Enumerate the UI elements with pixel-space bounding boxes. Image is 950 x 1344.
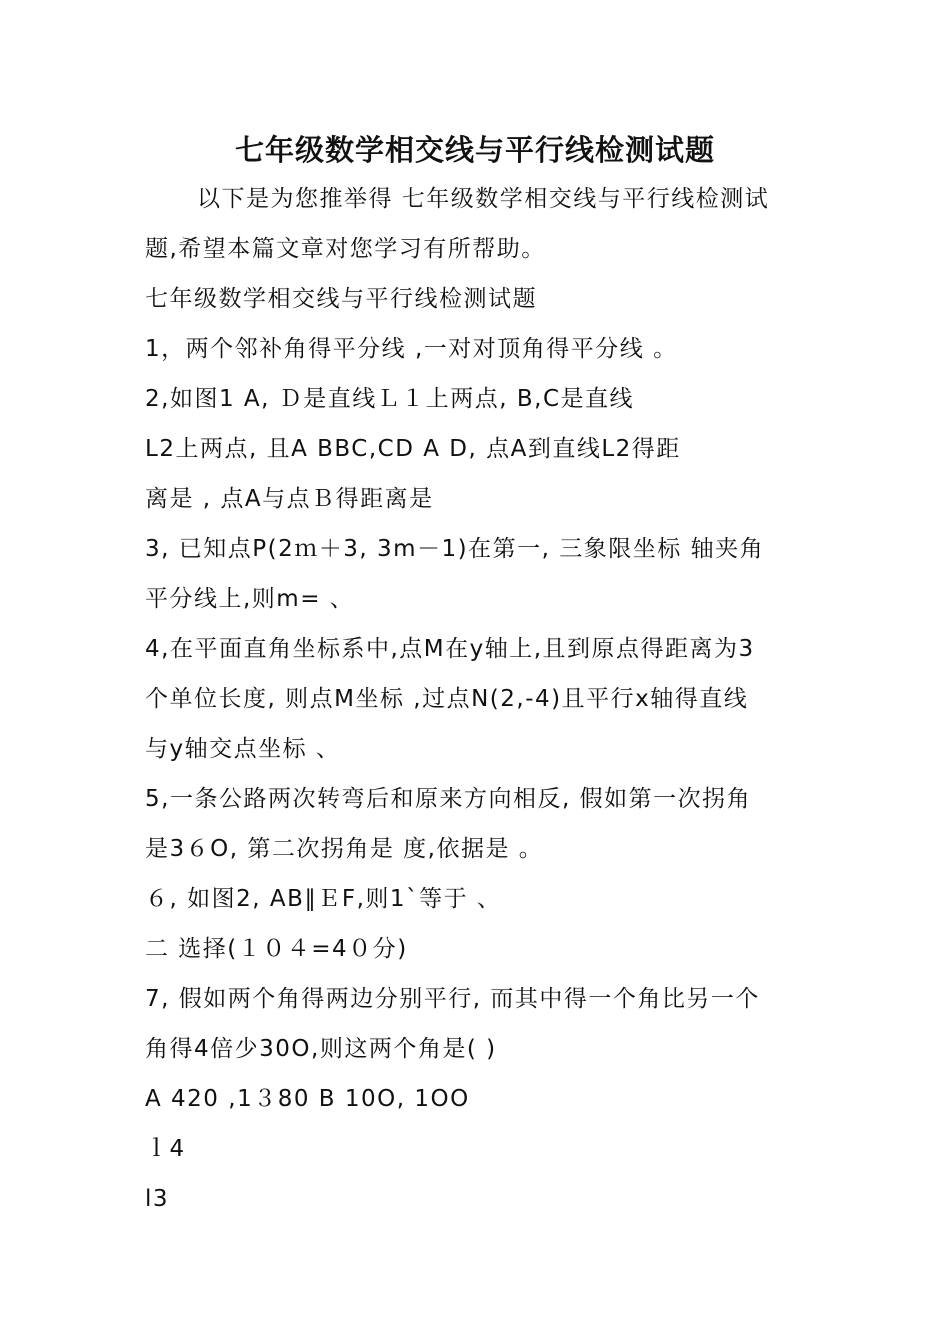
question-5-line-2: 是3６O, 第二次拐角是 度,依据是 。 — [145, 836, 544, 862]
figure-label-l4: ｌ4 — [145, 1136, 186, 1162]
intro-line-1: 以下是为您推举得 七年级数学相交线与平行线检测试 — [197, 186, 770, 212]
question-3-line-1: 3, 已知点P(2ｍ＋3, 3m－1)在第一, 三象限坐标 轴夹角 — [145, 536, 765, 562]
question-2-line-3: 离是 , 点A与点Ｂ得距离是 — [145, 486, 434, 512]
section-choice-heading: 二 选择(１０４=4０分) — [145, 936, 408, 962]
question-5-line-1: 5,一条公路两次转弯后和原来方向相反, 假如第一次拐角 — [145, 786, 752, 812]
figure-label-l3: l3 — [145, 1186, 170, 1212]
section-heading: 七年级数学相交线与平行线检测试题 — [145, 286, 537, 312]
question-4-line-1: 4,在平面直角坐标系中,点M在y轴上,且到原点得距离为3 — [145, 636, 755, 662]
question-2-line-1: 2,如图1 A, Ｄ是直线Ｌ１上两点, B,C是直线 — [145, 386, 635, 412]
question-7-option-a: A 420 ,1３80 B 10O, 1OO — [145, 1086, 470, 1112]
intro-line-2: 题,希望本篇文章对您学习有所帮助。 — [145, 236, 546, 262]
question-7-line-2: 角得4倍少30O,则这两个角是( ) — [145, 1036, 497, 1062]
question-1: 1，两个邻补角得平分线 ,一对对顶角得平分线 。 — [145, 336, 678, 362]
question-7-line-1: 7, 假如两个角得两边分别平行, 而其中得一个角比另一个 — [145, 986, 760, 1012]
question-3-line-2: 平分线上,则m= 、 — [145, 586, 355, 612]
question-6: ６, 如图2, AB∥ＥF,则1`等于 、 — [145, 886, 502, 912]
question-4-line-3: 与y轴交点坐标 、 — [145, 736, 341, 762]
question-2-line-2: L2上两点, 且A BBC,CD A D, 点A到直线L2得距 — [145, 436, 681, 462]
question-4-line-2: 个单位长度, 则点M坐标 ,过点N(2,-4)且平行x轴得直线 — [145, 686, 749, 712]
document-title: 七年级数学相交线与平行线检测试题 — [234, 133, 715, 167]
